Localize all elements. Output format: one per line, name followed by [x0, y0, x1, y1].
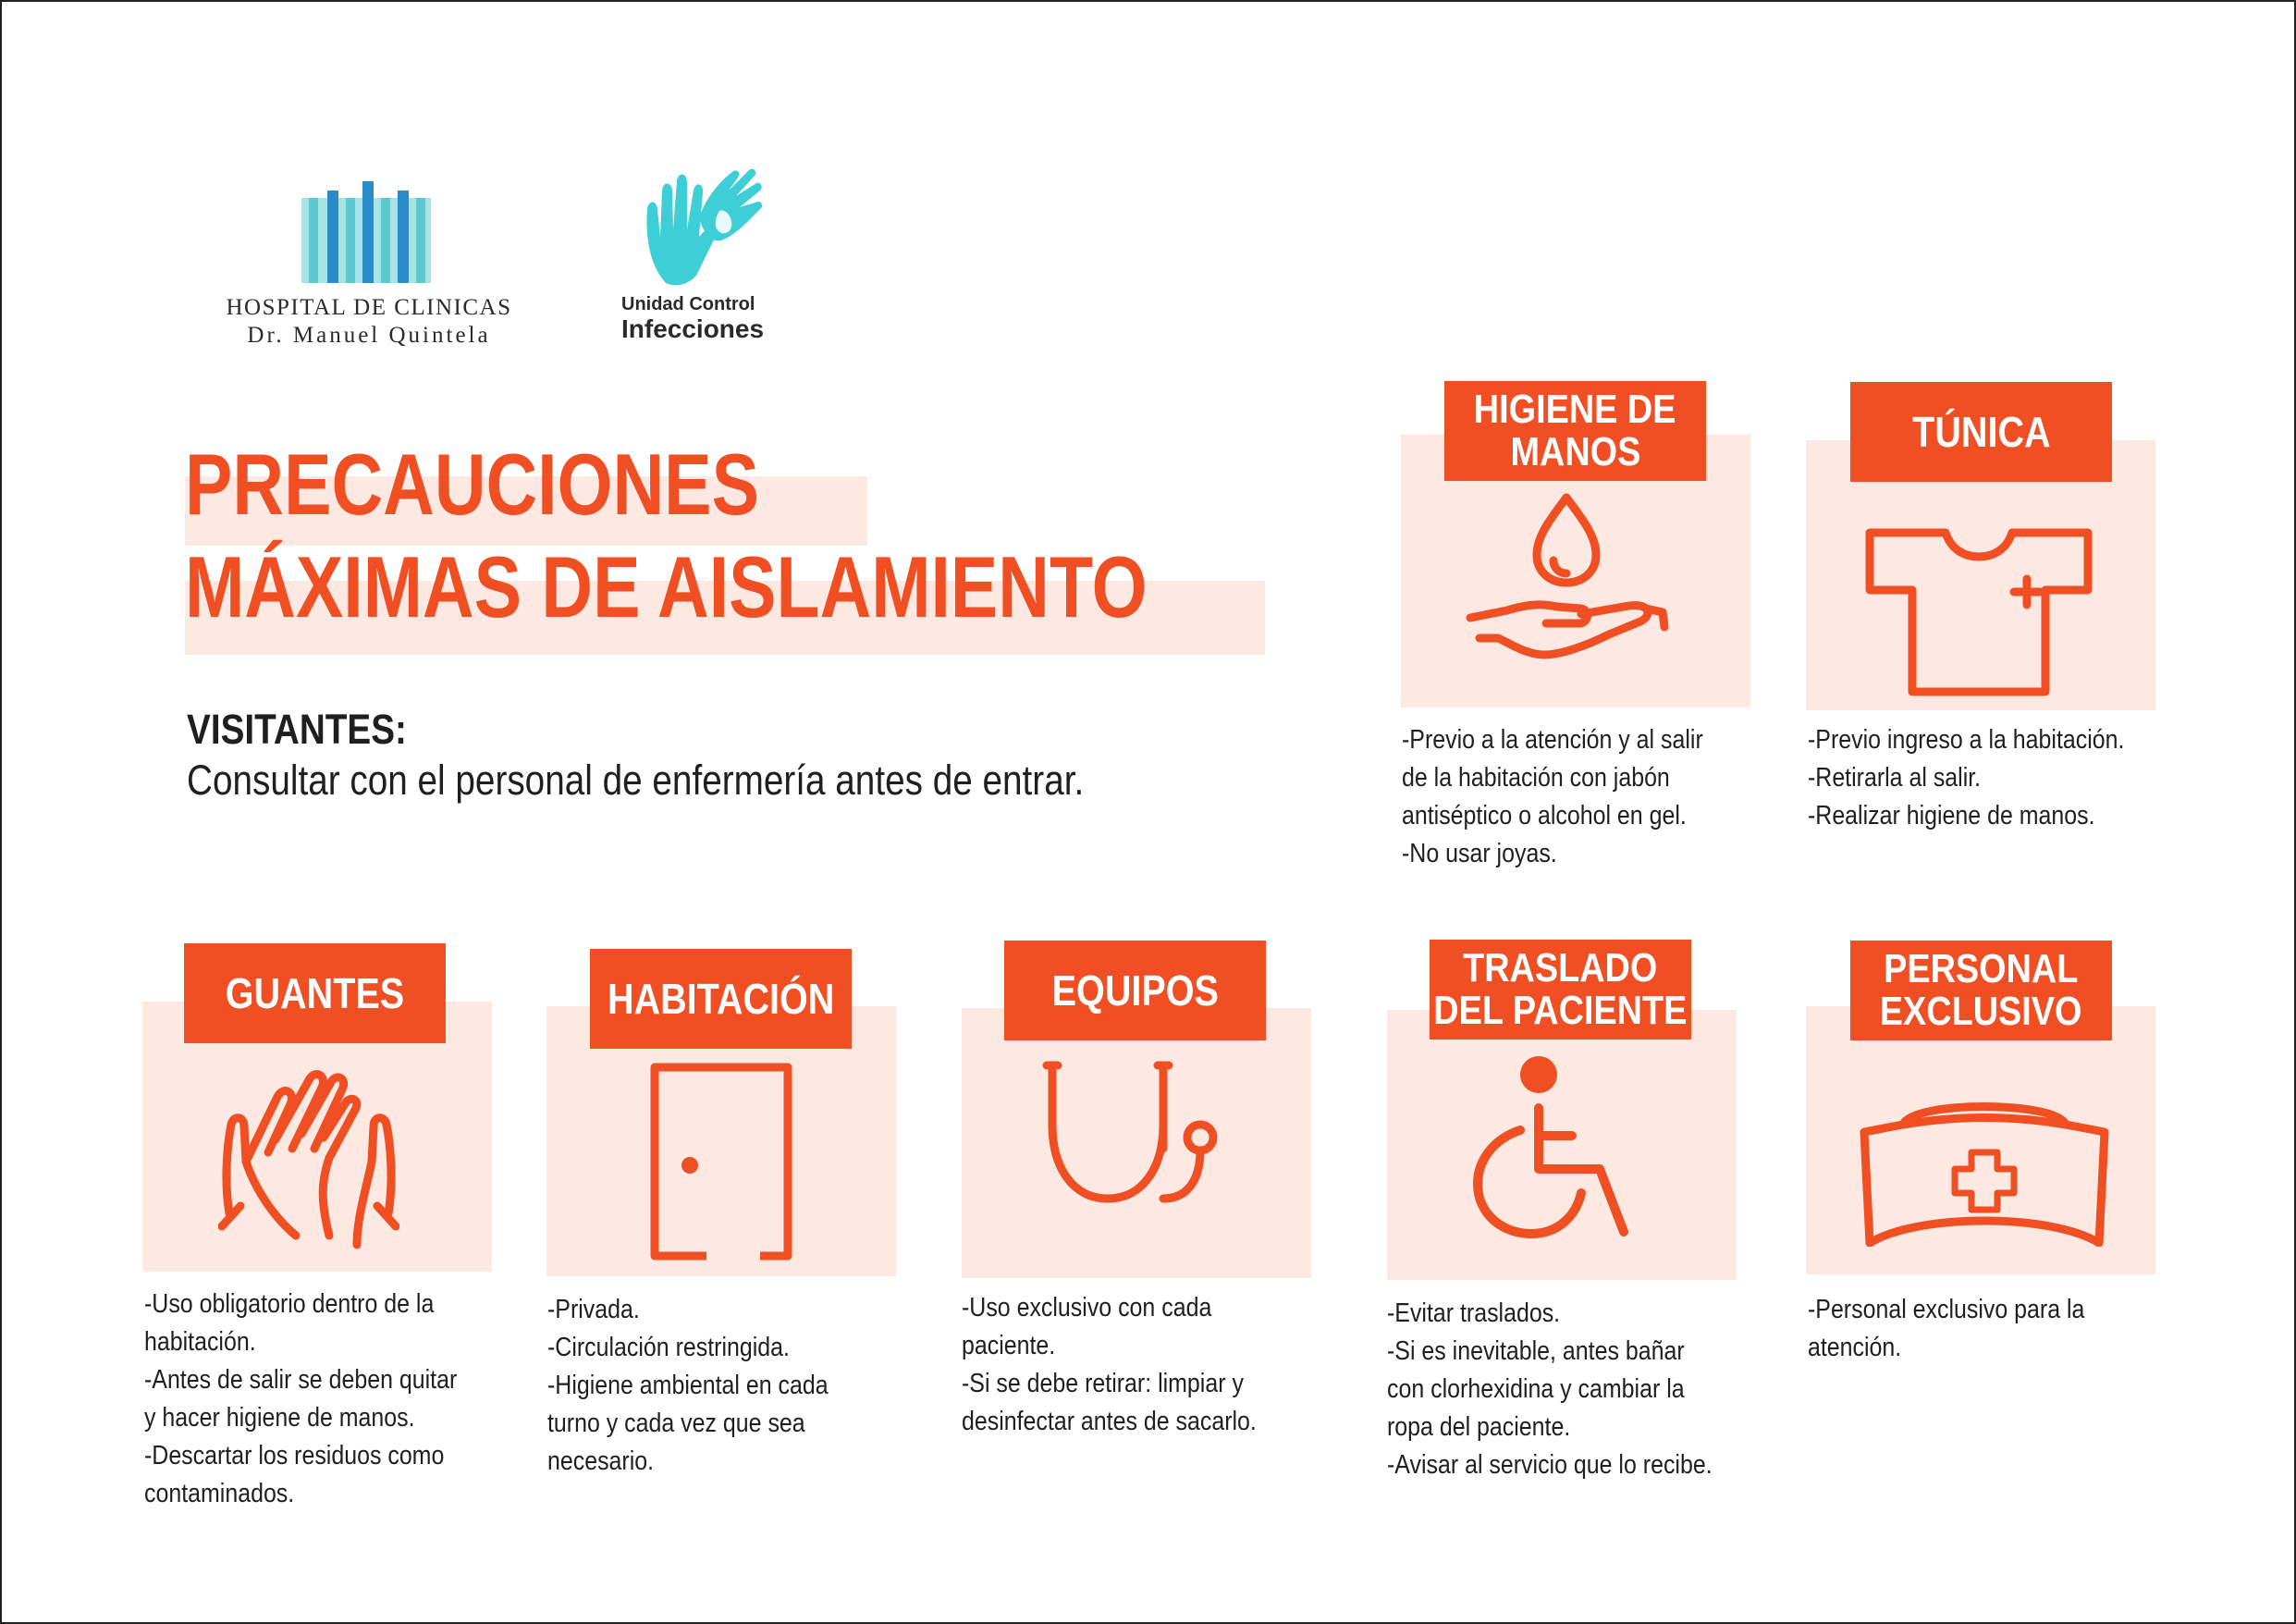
- unit-name-line1: Unidad Control: [621, 294, 755, 314]
- card-higiene-title-line1: HIGIENE DE: [1474, 387, 1676, 432]
- card-higiene-line: antiséptico o alcohol en gel.: [1402, 801, 1687, 830]
- card-tunica-line: -Retirarla al salir.: [1808, 763, 1982, 793]
- hospital-logo-text: [198, 294, 540, 350]
- card-personal-text: [1808, 1291, 2084, 1367]
- stethoscope-icon: [1039, 1060, 1224, 1208]
- card-traslado-line: -Evitar traslados.: [1387, 1298, 1561, 1328]
- page-title: [185, 433, 1148, 638]
- hands-logo-icon: [640, 163, 769, 292]
- card-guantes-line: y hacer higiene de manos.: [144, 1403, 415, 1433]
- wheelchair-icon: [1465, 1054, 1650, 1239]
- card-habitacion-line: necesario.: [547, 1446, 655, 1476]
- card-equipos-title: [1004, 941, 1266, 1040]
- card-guantes-text: [144, 1286, 457, 1513]
- card-habitacion-line: -Circulación restringida.: [547, 1333, 790, 1362]
- card-habitacion-line: turno y cada vez que sea: [547, 1409, 805, 1438]
- card-equipos-text: [962, 1289, 1257, 1441]
- card-higiene-line: de la habitación con jabón: [1402, 763, 1670, 793]
- card-habitacion-title-line1: HABITACIÓN: [607, 975, 835, 1023]
- card-equipos-line: -Uso exclusivo con cada: [962, 1293, 1212, 1323]
- visitors-text: Consultar con el personal de enfermería antes de entrar.: [187, 757, 1085, 804]
- card-traslado-line: ropa del paciente.: [1387, 1412, 1571, 1442]
- card-guantes-line: -Descartar los residuos como: [144, 1441, 445, 1470]
- card-traslado-title-line1: TRASLADO: [1463, 945, 1658, 990]
- unit-name-line2: Infecciones: [621, 314, 765, 343]
- card-habitacion-line: -Privada.: [547, 1295, 640, 1324]
- card-habitacion-line: -Higiene ambiental en cada: [547, 1371, 829, 1400]
- card-tunica-title: [1850, 382, 2112, 482]
- card-traslado-line: con clorhexidina y cambiar la: [1387, 1374, 1685, 1404]
- card-guantes-line: habitación.: [144, 1327, 256, 1357]
- card-habitacion-text: [547, 1291, 829, 1481]
- card-personal-title-line2: EXCLUSIVO: [1880, 989, 2082, 1034]
- card-higiene-line: -Previo a la atención y al salir: [1402, 725, 1703, 755]
- card-tunica-line: -Realizar higiene de manos.: [1808, 801, 2095, 830]
- nurse-cap-icon: [1857, 1088, 2112, 1247]
- card-guantes-title-line1: GUANTES: [225, 969, 405, 1017]
- card-guantes-line: -Antes de salir se deben quitar: [144, 1365, 458, 1395]
- visitors-heading: VISITANTES:: [187, 706, 407, 753]
- unit-logo-text: [621, 294, 764, 344]
- title-line-1: PRECAUCIONES: [185, 436, 760, 533]
- hand-drop-icon: [1461, 490, 1683, 698]
- card-equipos-line: paciente.: [962, 1331, 1056, 1360]
- card-guantes-line: contaminados.: [144, 1479, 295, 1508]
- card-traslado-line: -Avisar al servicio que lo recibe.: [1387, 1450, 1713, 1480]
- card-guantes-line: -Uso obligatorio dentro de la: [144, 1289, 435, 1319]
- card-habitacion-title: [590, 949, 852, 1049]
- card-tunica-line: -Previo ingreso a la habitación.: [1808, 725, 2125, 755]
- door-icon: [647, 1060, 795, 1263]
- gown-icon: [1860, 525, 2097, 699]
- gloved-hands-icon: [218, 1060, 399, 1258]
- card-higiene-title-line2: MANOS: [1510, 429, 1640, 474]
- card-personal-title-line1: PERSONAL: [1884, 946, 2079, 991]
- card-equipos-title-line1: EQUIPOS: [1051, 966, 1219, 1015]
- hospital-subname: Dr. Manuel Quintela: [247, 323, 491, 348]
- card-higiene-text: [1402, 721, 1703, 873]
- title-line-2: MÁXIMAS DE AISLAMIENTO: [185, 538, 1148, 635]
- card-equipos-line: desinfectar antes de sacarlo.: [962, 1407, 1257, 1436]
- card-higiene-line: -No usar joyas.: [1402, 839, 1557, 868]
- hospital-name: HOSPITAL DE CLINICAS: [226, 295, 512, 320]
- card-equipos-line: -Si se debe retirar: limpiar y: [962, 1369, 1244, 1398]
- hospital-logo-icon: [301, 181, 431, 283]
- card-personal-title: [1850, 941, 2112, 1040]
- card-traslado-line: -Si es inevitable, antes bañar: [1387, 1336, 1685, 1366]
- card-higiene-title: [1444, 381, 1706, 481]
- card-traslado-title-line2: DEL PACIENTE: [1433, 988, 1688, 1033]
- card-personal-line: atención.: [1808, 1333, 1902, 1362]
- card-personal-line: -Personal exclusivo para la: [1808, 1295, 2085, 1324]
- card-traslado-title: [1430, 940, 1691, 1040]
- card-guantes-title: [184, 943, 446, 1043]
- card-tunica-text: [1808, 721, 2124, 835]
- card-tunica-title-line1: TÚNICA: [1911, 408, 2051, 456]
- card-traslado-text: [1387, 1295, 1713, 1484]
